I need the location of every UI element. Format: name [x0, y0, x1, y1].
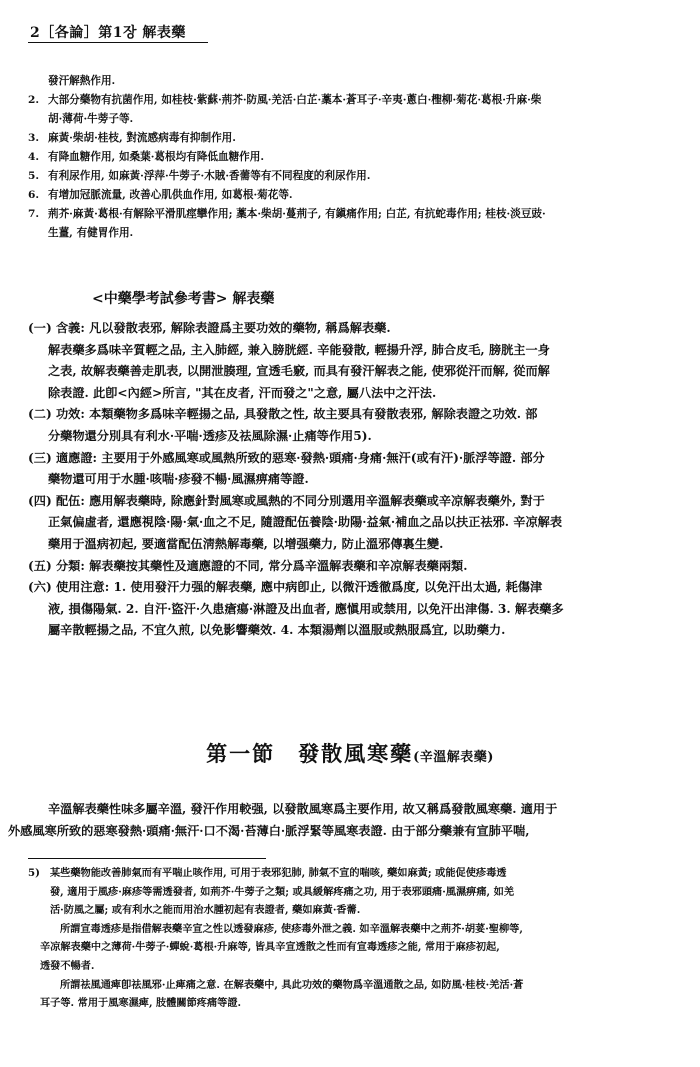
ref-item-classification	[28, 556, 676, 578]
text-line: 某些藥物能改善肺氣而有平喘止咳作用, 可用于表邪犯肺, 肺氣不宣的喘咳, 藥如麻黃; 或能促使疹毒透	[50, 867, 507, 879]
text-line: (三) 適應證: 主要用于外感風寒或風熱所致的惡寒·發熱·頭痛·身痛·無汗(或有汗)·脈浮等證. 部分	[28, 450, 545, 465]
footnote-divider	[28, 858, 266, 859]
list-item	[28, 129, 678, 148]
list-item-number: 4.	[28, 151, 40, 163]
ref-item-definition	[28, 318, 676, 404]
list-item-number: 6.	[28, 189, 40, 201]
text-line: 正氣偏虛者, 還應視陰·陽·氣·血之不足, 隨證配伍養陰·助陽·益氣·補血之品以扶正祛邪. 辛凉解表	[48, 515, 563, 530]
text-line: 有降血糖作用, 如桑葉·葛根均有降低血糖作用.	[48, 151, 265, 163]
header-underline	[28, 42, 208, 43]
footnote	[28, 864, 678, 1013]
text-line: 麻黃·柴胡·桂枝, 對流感病毒有抑制作用.	[48, 132, 236, 144]
text-line: 胡·薄荷·牛蒡子等.	[48, 113, 134, 125]
footnote-number: 5)	[28, 867, 40, 879]
list-item-number: 7.	[28, 208, 40, 220]
list-item	[28, 167, 678, 186]
footnote-paragraph	[28, 976, 678, 1013]
text-line: 辛溫解表藥性味多屬辛溫, 發汗作用較强, 以發散風寒爲主要作用, 故又稱爲發散風寒藥. 適用于	[48, 802, 558, 816]
text-line: 有增加冠脈流量, 改善心肌供血作用, 如葛根·菊花等.	[48, 189, 293, 201]
text-line: 耳子等. 常用于風寒濕痺, 肢體關節疼痛等證.	[40, 997, 242, 1010]
list-item	[28, 205, 678, 243]
ref-item-efficacy	[28, 404, 676, 447]
text-line: (六) 使用注意: 1. 使用發汗力强的解表藥, 應中病卽止, 以微汗透徹爲度, 以免汗出太過, 耗傷津	[28, 580, 543, 595]
text-line: 活·防風之屬; 或有利水之能而用治水腫初起有表證者, 藥如麻黃·香薷.	[50, 904, 361, 917]
text-line: 有利尿作用, 如麻黃·浮萍·牛蒡子·木賊·香薷等有不同程度的利尿作用.	[48, 170, 371, 182]
page-header: 2［各論］第1장 解表藥	[30, 25, 186, 41]
section-body	[8, 798, 676, 842]
text-line: 荊芥·麻黃·葛根·有解除平滑肌痙攣作用; 藁本·柴胡·蔓荊子, 有鎭痛作用; 白芷, 有抗蛇毒作用; 桂枝·淡豆豉·	[48, 208, 546, 220]
text-line: 之表, 故解表藥善走肌表, 以開泄腠理, 宣透毛竅, 而具有發汗解表之能, 使邪從汗而解, 從而解	[48, 364, 550, 379]
text-line: 透發不暢者.	[40, 959, 95, 972]
reference-title: <中藥學考試參考書> 解表藥	[92, 291, 275, 307]
text-line: 屬辛散輕揚之品, 不宜久煎, 以免影響藥效. 4. 本類湯劑以溫服或熱服爲宜, 以助藥力.	[48, 623, 506, 638]
text-line: 外感風寒所致的惡寒發熱·頭痛·無汗·口不渴·苔薄白·脈浮緊等風寒表證. 由于部分藥兼有宣肺平喘,	[8, 824, 530, 838]
pharmacology-list	[28, 72, 678, 243]
ref-item-precautions	[28, 577, 676, 642]
text-line: (二) 功效: 本類藥物多爲味辛輕揚之品, 具發散之性, 故主要具有發散表邪, 解除表證之功效. 部	[28, 407, 538, 422]
ref-item-combination	[28, 491, 676, 556]
text-line: 解表藥多爲味辛質輕之品, 主入肺經, 兼入膀胱經. 辛能發散, 輕揚升浮, 肺合皮毛, 膀胱主一身	[48, 342, 550, 357]
text-line: 辛凉解表藥中之薄荷·牛蒡子·蟬蛻·葛根·升麻等, 皆具辛宣透散之性而有宣毒透疹之能, 常用于麻疹初起,	[40, 941, 500, 954]
list-item	[28, 148, 678, 167]
list-item-number: 3.	[28, 132, 40, 144]
text-line: (一) 含義: 凡以發散表邪, 解除表證爲主要功效的藥物, 稱爲解表藥.	[28, 321, 391, 335]
text-line: 生薑, 有健胃作用.	[48, 227, 134, 239]
section-subtitle: (辛溫解表藥)	[413, 750, 494, 765]
text-line: 分藥物還分別具有利水·平喘·透疹及祛風除濕·止痛等作用5).	[48, 428, 372, 443]
footnote-paragraph	[28, 920, 678, 976]
text-line: 除表證. 此卽<內經>所言, "其在皮者, 汗而發之"之意, 屬八法中之汗法.	[48, 385, 437, 400]
reference-section	[28, 318, 676, 642]
list-item	[28, 91, 678, 129]
text-line: 藥用于溫病初起, 要適當配伍淸熱解毒藥, 以增强藥力, 防止溫邪傳裏生變.	[48, 536, 444, 551]
text-line: 發, 適用于風疹·麻疹等需透發者, 如荊芥·牛蒡子之類; 或具緩解疼痛之功, 用于表邪頭痛·風濕痹痛, 如羌	[50, 885, 515, 898]
list-continuation: 發汗解熱作用.	[48, 75, 116, 87]
list-item-number: 5.	[28, 170, 40, 182]
ref-item-indications	[28, 448, 676, 491]
text-line: (四) 配伍: 應用解表藥時, 除應針對風寒或風熱的不同分別選用辛溫解表藥或辛凉解表藥外, 對于	[28, 493, 545, 508]
text-line: 所謂祛風通痺卽祛風邪·止痺痛之意. 在解表藥中, 具此功效的藥物爲辛溫通散之品, 如防風·桂枝·羌活·蒼	[60, 978, 524, 991]
text-line: 藥物還可用于水腫·咳喘·疹發不暢·風濕痹痛等證.	[48, 472, 309, 487]
list-item	[28, 186, 678, 205]
list-item-number: 2.	[28, 94, 40, 106]
text-line: 液, 損傷陽氣. 2. 自汗·盜汗·久患瘡瘍·淋證及出血者, 應愼用或禁用, 以免汗出津傷. 3. 解表藥多	[48, 601, 564, 616]
text-line: (五) 分類: 解表藥按其藥性及適應證的不同, 常分爲辛溫解表藥和辛凉解表藥兩類.	[28, 558, 468, 573]
section-title-main: 第一節 發散風寒藥	[206, 741, 414, 766]
text-line: 大部分藥物有抗菌作用, 如桂枝·紫蘇·荊芥·防風·羌活·白芷·藁本·蒼耳子·辛夷·蔥白·檉柳·菊花·葛根·升麻·柴	[48, 94, 542, 106]
section-title	[0, 738, 700, 768]
text-line: 所謂宣毒透疹是指借解表藥辛宣之性以透發麻疹, 使疹毒外泄之義. 如辛溫解表藥中之荊芥·胡荽·聖柳等,	[60, 922, 523, 935]
